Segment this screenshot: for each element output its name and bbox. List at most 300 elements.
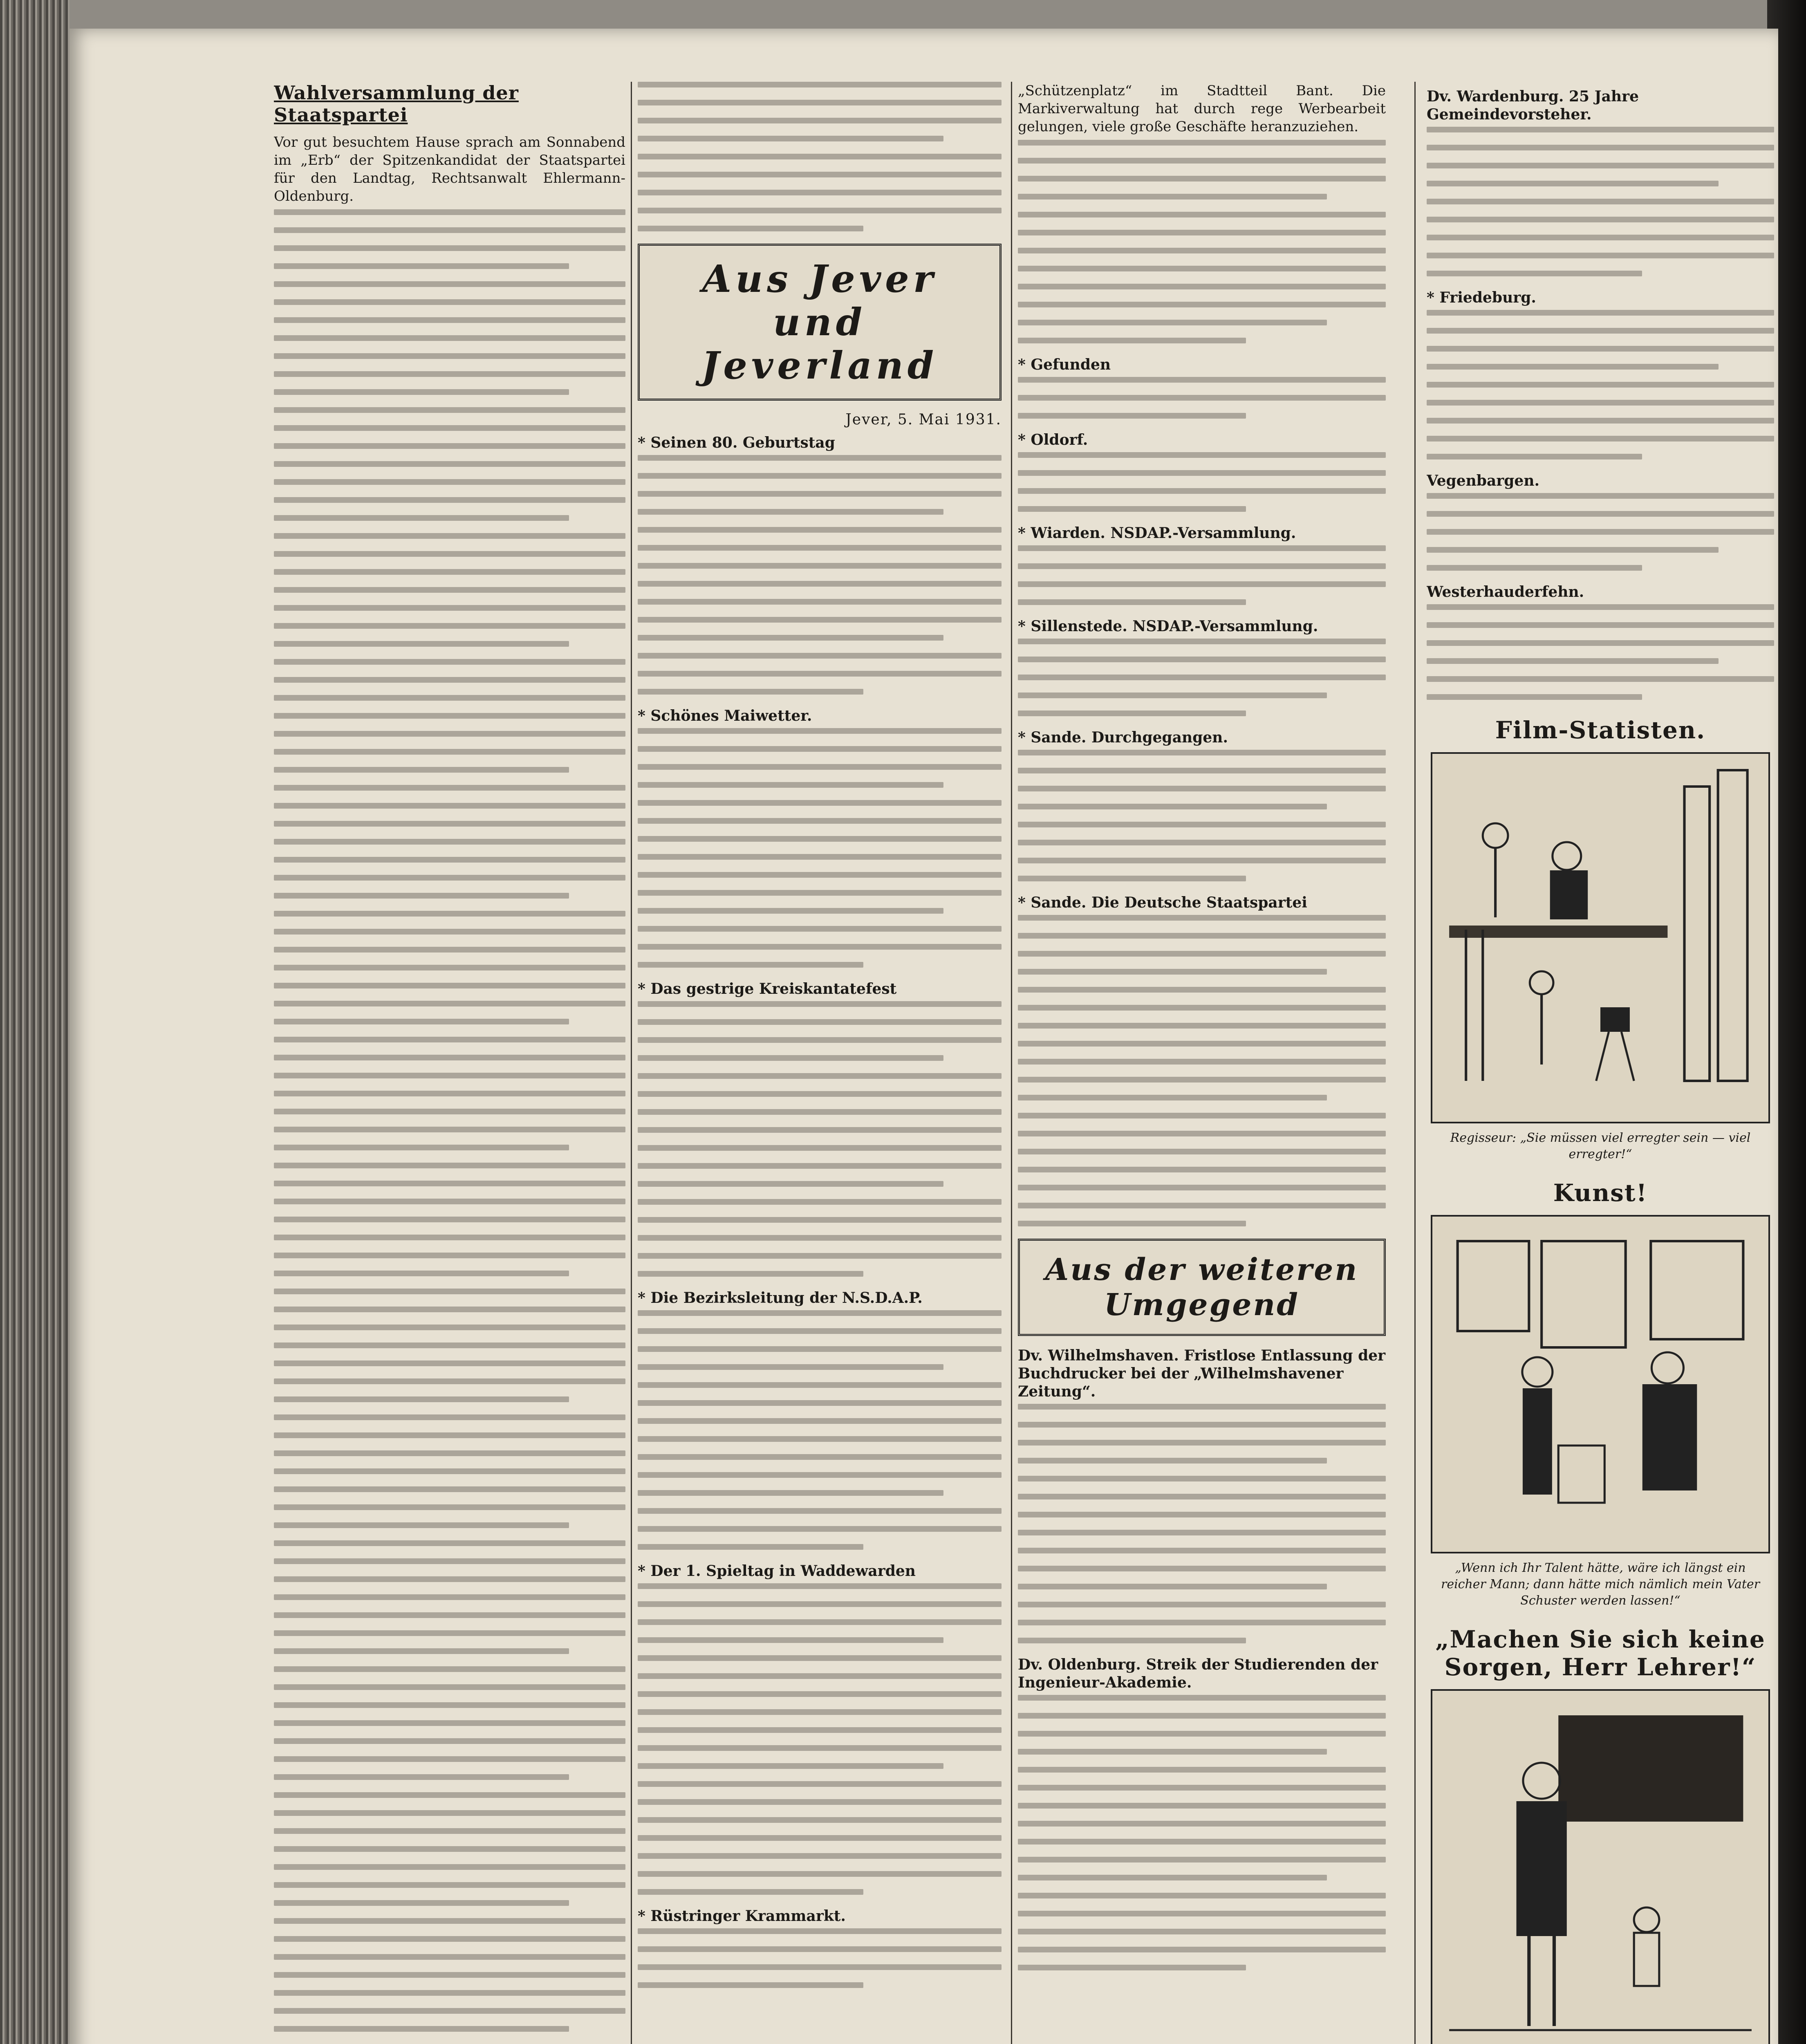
text-line (638, 455, 1002, 461)
text-line (1427, 400, 1774, 406)
text-line (274, 1630, 625, 1636)
text-line (274, 1468, 625, 1474)
text-line (1018, 266, 1386, 271)
text-line (1427, 565, 1642, 571)
text-line (274, 1666, 625, 1672)
text-line (274, 2026, 569, 2032)
text-line (1018, 488, 1386, 494)
news-item-body (1018, 1695, 1386, 1970)
news-item-title: * Sande. Die Deutsche Staatspartei (1018, 894, 1307, 911)
text-line (638, 1637, 943, 1643)
text-line (1018, 987, 1386, 993)
text-line (638, 172, 1002, 177)
text-line (274, 443, 625, 449)
text-line (1018, 1221, 1246, 1226)
text-line (638, 1436, 1002, 1442)
text-line (638, 563, 1002, 569)
text-line (274, 1253, 625, 1258)
text-line (274, 1360, 625, 1366)
text-line (638, 527, 1002, 533)
article-headline: Wahlversammlung der Staatspartei (274, 82, 519, 126)
text-line (274, 551, 625, 557)
text-line (274, 1990, 625, 1996)
text-line (1018, 1440, 1386, 1446)
text-line (274, 1972, 625, 1978)
text-line (274, 1109, 625, 1114)
news-item-title: * Sande. Durchgegangen. (1018, 729, 1228, 746)
text-line (1018, 1767, 1386, 1773)
text-line (638, 1346, 1002, 1352)
text-line (1018, 1620, 1386, 1625)
text-line (1018, 1023, 1386, 1029)
text-line (638, 782, 943, 788)
text-line (1018, 212, 1386, 217)
text-line (274, 1702, 625, 1708)
text-line (274, 1738, 625, 1744)
text-line (638, 226, 863, 231)
text-line (274, 839, 625, 845)
text-line (274, 425, 625, 431)
text-line (274, 1396, 569, 1402)
news-item-body (1427, 493, 1774, 571)
text-line (638, 1001, 1002, 1007)
text-line (638, 1709, 1002, 1715)
news-item-body (638, 1583, 1002, 1895)
text-line (1018, 395, 1386, 401)
text-line (1427, 181, 1719, 186)
text-line (638, 1145, 1002, 1151)
text-line (1018, 1785, 1386, 1791)
text-line (638, 890, 1002, 896)
text-line (638, 800, 1002, 806)
text-line (638, 1235, 1002, 1241)
cartoon-title: „Machen Sie sich keine Sorgen, Herr Lehrer!“ (1435, 1625, 1766, 1681)
text-line (274, 281, 625, 287)
text-line (274, 299, 625, 305)
text-line (638, 1271, 863, 1277)
text-line (1018, 338, 1246, 343)
news-item-body (1427, 310, 1774, 459)
text-line (638, 1163, 1002, 1169)
cartoon-drawing (1432, 1217, 1768, 1552)
text-line (274, 1450, 625, 1456)
section-title: Aus Jever und Jeverland (701, 257, 938, 388)
text-line (1427, 310, 1774, 316)
text-line (1018, 1713, 1386, 1719)
text-line (274, 1217, 625, 1222)
text-line (1018, 1875, 1327, 1880)
text-line (638, 473, 1002, 479)
text-line (274, 335, 625, 341)
news-item-title: * Rüstringer Krammarkt. (638, 1907, 846, 1925)
text-line (274, 749, 625, 755)
column-rule (1414, 82, 1416, 2044)
text-line (274, 1307, 625, 1312)
section-header-umgegend (1018, 1239, 1386, 1336)
text-line (1018, 858, 1386, 863)
text-line (1427, 493, 1774, 499)
text-line (1018, 1131, 1386, 1136)
text-line (1427, 127, 1774, 132)
news-item-body (638, 1310, 1002, 1550)
text-line (1018, 750, 1386, 755)
news-item-title: Dv. Wardenburg. 25 Jahre Gemeindevorsteher. (1427, 88, 1639, 123)
news-item-body (638, 1001, 1002, 1277)
text-line (1018, 1095, 1327, 1100)
text-line (638, 764, 1002, 770)
text-line (274, 1828, 625, 1834)
text-line (1018, 1965, 1246, 1970)
text-line (1018, 1803, 1386, 1809)
text-line (638, 1853, 1002, 1859)
text-line (1427, 454, 1642, 459)
text-line (1018, 1584, 1327, 1589)
text-line (638, 154, 1002, 159)
text-line (1427, 547, 1719, 553)
text-line (1018, 1203, 1386, 1208)
text-line (1018, 1494, 1386, 1499)
text-line (274, 1846, 625, 1852)
article-body-text (274, 209, 625, 2044)
text-line (638, 1127, 1002, 1133)
text-line (1018, 563, 1386, 569)
text-line (638, 836, 1002, 842)
text-line (1018, 1695, 1386, 1701)
text-line (274, 713, 625, 719)
text-line (1427, 694, 1642, 700)
text-line (638, 818, 1002, 824)
text-line (638, 1490, 943, 1496)
text-line (638, 1454, 1002, 1460)
text-line (274, 1127, 625, 1132)
cartoon-title: Kunst! (1553, 1179, 1648, 1207)
column-3 (1018, 82, 1386, 2044)
text-line (274, 1271, 569, 1276)
text-line (638, 1982, 863, 1988)
text-line (638, 1328, 1002, 1334)
cartoon-caption: „Wenn ich Ihr Talent hätte, wäre ich längst ein reicher Mann; dann hätte mich nämlich mein Vater Schuster werden lassen!“ (1441, 1561, 1760, 1608)
text-line (638, 1619, 1002, 1625)
text-line (1018, 915, 1386, 921)
news-item-body (1018, 140, 1386, 343)
text-line (274, 1756, 625, 1762)
text-line (638, 509, 943, 515)
text-line (638, 635, 943, 641)
text-line (1018, 1821, 1386, 1827)
news-item-body (1018, 639, 1386, 716)
text-line (1018, 599, 1246, 605)
text-line (1018, 194, 1327, 199)
news-item-body (638, 1928, 1002, 1988)
text-line (274, 1918, 625, 1924)
text-line (1018, 1404, 1386, 1410)
text-line (274, 371, 625, 377)
text-line (1018, 1059, 1386, 1065)
news-item-title: * Gefunden (1018, 356, 1111, 373)
news-item-title: * Schönes Maiwetter. (638, 707, 812, 724)
news-item-title: * Die Bezirksleitung der N.S.D.A.P. (638, 1289, 923, 1307)
text-line (638, 1181, 943, 1187)
text-line (274, 1792, 625, 1798)
text-line (274, 911, 625, 917)
text-line (274, 407, 625, 413)
text-line (1018, 840, 1386, 845)
text-line (1427, 529, 1774, 535)
text-line (1018, 470, 1386, 476)
text-line (1427, 658, 1719, 664)
text-line (1018, 768, 1386, 773)
text-line (638, 746, 1002, 752)
text-line (1018, 176, 1386, 182)
text-line (638, 545, 1002, 551)
news-item-title: * Oldorf. (1018, 431, 1088, 448)
text-line (1427, 271, 1642, 276)
text-line (274, 1936, 625, 1942)
text-line (1427, 418, 1774, 424)
text-line (274, 605, 625, 611)
column-rule (631, 82, 632, 2044)
cartoon-film-statisten (1431, 752, 1770, 1123)
cartoon-drawing (1432, 1691, 1768, 2044)
text-line (638, 944, 1002, 950)
text-line (638, 1508, 1002, 1514)
text-line (274, 1055, 625, 1060)
text-line (638, 653, 1002, 659)
news-item-title: * Sillenstede. NSDAP.-Versammlung. (1018, 618, 1318, 635)
text-line (1018, 248, 1386, 253)
text-line (1018, 1422, 1386, 1428)
text-line (1427, 640, 1774, 646)
text-line (274, 227, 625, 233)
text-line (1018, 1476, 1386, 1481)
text-line (638, 1583, 1002, 1589)
text-line (638, 689, 863, 695)
text-line (274, 1774, 569, 1780)
text-line (274, 1486, 625, 1492)
text-line (1427, 382, 1774, 388)
text-line (274, 317, 625, 323)
text-line (1018, 545, 1386, 551)
text-line (274, 875, 625, 881)
text-line (1427, 346, 1774, 352)
text-line (274, 1199, 625, 1204)
text-line (274, 1073, 625, 1078)
text-line (638, 208, 1002, 213)
text-line (274, 1594, 625, 1600)
text-line (274, 1558, 625, 1564)
text-line (1018, 1149, 1386, 1154)
text-line (1018, 581, 1386, 587)
text-line (638, 599, 1002, 605)
text-line (1018, 1857, 1386, 1862)
text-line (1018, 804, 1327, 809)
text-line (638, 1310, 1002, 1316)
news-item-title: * Wiarden. NSDAP.-Versammlung. (1018, 524, 1296, 542)
text-line (1427, 364, 1719, 370)
text-line (1018, 1185, 1386, 1190)
news-item-title: Westerhauderfehn. (1427, 583, 1584, 601)
column-1 (274, 82, 625, 2044)
text-line (274, 515, 569, 521)
news-item-title: * Friedeburg. (1427, 289, 1536, 306)
text-line (638, 190, 1002, 195)
text-line (638, 617, 1002, 623)
book-page-edges (0, 0, 69, 2044)
text-line (1018, 1530, 1386, 1535)
text-line (274, 1810, 625, 1816)
text-line (274, 587, 625, 593)
text-line (638, 1091, 1002, 1097)
text-line (274, 1289, 625, 1294)
text-line (638, 1382, 1002, 1388)
text-line (638, 872, 1002, 878)
text-line (274, 1432, 625, 1438)
text-line (638, 82, 1002, 87)
text-line (274, 1504, 625, 1510)
article-intro: „Schützenplatz“ im Stadtteil Bant. Die Markiverwaltung hat durch rege Werbearbeit gelungen, viele große Geschäfte heranzuziehen. (1018, 83, 1386, 135)
cartoon-kunst (1431, 1215, 1770, 1553)
text-line (638, 728, 1002, 734)
text-line (1018, 377, 1386, 383)
text-line (638, 1655, 1002, 1661)
text-line (1427, 217, 1774, 222)
text-line (638, 1019, 1002, 1025)
text-line (1018, 1077, 1386, 1083)
text-line (1018, 1839, 1386, 1845)
text-line (274, 263, 569, 269)
text-line (274, 497, 625, 503)
text-line (274, 209, 625, 215)
text-line (638, 962, 863, 968)
news-item-title: * Seinen 80. Geburtstag (638, 434, 835, 451)
text-line (1018, 1929, 1386, 1934)
news-item-title: Dv. Wilhelmshaven. Fristlose Entlassung der Buchdrucker bei der „Wilhelmshavener Zeitung“. (1018, 1347, 1386, 1400)
text-line (274, 1954, 625, 1960)
text-line (274, 731, 625, 737)
text-line (274, 2008, 625, 2014)
text-line (274, 1019, 569, 1024)
text-line (1018, 158, 1386, 164)
text-line (638, 1889, 863, 1895)
text-line (274, 677, 625, 683)
news-item-title: Vegenbargen. (1427, 472, 1540, 489)
news-item-body (1427, 604, 1774, 700)
text-line (1427, 145, 1774, 150)
article-intro: Vor gut besuchtem Hause sprach am Sonnabend im „Erb“ der Spitzenkandidat der Staatspartei für den Landtag, Rechtsanwalt Ehlermann-Oldenburg. (274, 134, 625, 204)
text-line (1018, 452, 1386, 458)
text-line (1018, 951, 1386, 957)
article-body-text (638, 82, 1002, 231)
dateline: Jever, 5. Mai 1931. (845, 411, 1002, 428)
text-line (638, 908, 943, 914)
text-line (1018, 876, 1246, 881)
text-line (1018, 506, 1246, 512)
text-line (1018, 1512, 1386, 1517)
text-line (1427, 199, 1774, 204)
text-line (1018, 1731, 1386, 1737)
text-line (274, 389, 569, 395)
text-line (1427, 511, 1774, 517)
text-line (638, 1835, 1002, 1841)
text-line (638, 1400, 1002, 1406)
text-line (274, 1091, 625, 1096)
text-line (1427, 328, 1774, 334)
text-line (638, 1928, 1002, 1934)
text-line (638, 1817, 1002, 1823)
text-line (1427, 436, 1774, 442)
text-line (274, 659, 625, 665)
text-line (274, 1342, 625, 1348)
text-line (638, 136, 943, 141)
text-line (1018, 822, 1386, 827)
text-line (274, 1864, 625, 1870)
text-line (274, 947, 625, 953)
text-line (1018, 1947, 1386, 1952)
text-line (274, 803, 625, 809)
text-line (1018, 1041, 1386, 1047)
column-4 (1427, 82, 1774, 2044)
cartoon-title: Film-Statisten. (1495, 716, 1706, 744)
text-line (1018, 320, 1327, 325)
text-line (638, 1946, 1002, 1952)
text-line (638, 1526, 1002, 1532)
text-line (638, 1472, 1002, 1478)
text-line (638, 1673, 1002, 1679)
text-line (1018, 1893, 1386, 1898)
text-line (1427, 676, 1774, 682)
text-line (1427, 622, 1774, 628)
text-line (1018, 933, 1386, 939)
text-line (638, 1217, 1002, 1223)
text-line (274, 461, 625, 467)
text-line (274, 893, 569, 899)
text-line (274, 1325, 625, 1330)
text-line (638, 1418, 1002, 1424)
text-line (274, 1378, 625, 1384)
text-line (1018, 969, 1327, 975)
text-line (274, 1414, 625, 1420)
section-header-jever (638, 244, 1002, 401)
news-item-body (1018, 377, 1386, 419)
newspaper-page (69, 29, 1778, 2044)
text-line (274, 1181, 625, 1186)
text-line (638, 1199, 1002, 1205)
text-line (1018, 284, 1386, 289)
text-line (1018, 1602, 1386, 1607)
text-line (1018, 302, 1386, 307)
text-line (274, 929, 625, 935)
text-line (638, 1871, 1002, 1877)
text-line (1018, 639, 1386, 644)
text-line (638, 926, 1002, 932)
news-item-body (1018, 452, 1386, 512)
cartoon-drawing (1432, 754, 1768, 1122)
text-line (274, 1612, 625, 1618)
text-line (274, 1540, 625, 1546)
text-line (638, 581, 1002, 587)
text-line (638, 491, 1002, 497)
text-line (274, 623, 625, 629)
text-line (638, 1544, 863, 1550)
news-item-title: * Das gestrige Kreiskantatefest (638, 980, 897, 997)
news-item-body (1018, 1404, 1386, 1643)
text-line (274, 1882, 625, 1888)
text-line (1427, 253, 1774, 258)
text-line (274, 1145, 569, 1150)
text-line (1018, 1005, 1386, 1011)
text-line (1018, 786, 1386, 791)
text-line (274, 857, 625, 863)
